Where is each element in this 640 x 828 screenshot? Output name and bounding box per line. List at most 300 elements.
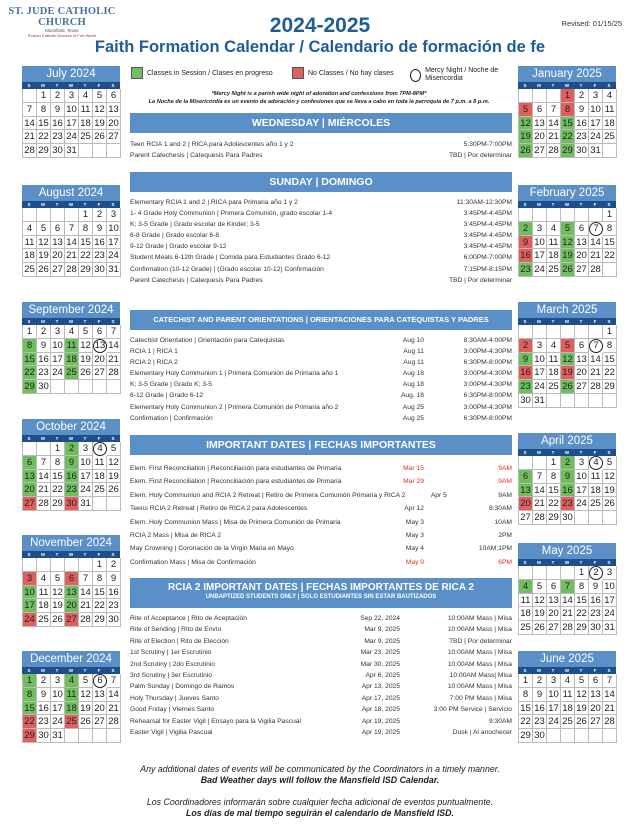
day-headers (518, 201, 616, 208)
event-time: 6:30PM-8:00PM (463, 392, 512, 400)
calendar-day (79, 380, 93, 394)
calendar-day: 5 (561, 339, 575, 353)
calendar-april-2025 (518, 433, 616, 525)
calendar-day: 8 (603, 222, 617, 236)
calendar-day: 8 (37, 103, 51, 117)
day-headers (22, 201, 120, 208)
calendar-week (23, 558, 120, 572)
calendar-day: 12 (79, 339, 93, 353)
calendar-day: 9 (37, 339, 51, 353)
revised-date: Revised: 01/15/25 (561, 19, 622, 28)
calendar-day: 2 (589, 566, 603, 580)
schedule-row (130, 659, 512, 670)
calendar-day: 17 (589, 117, 603, 131)
calendar-day: 29 (23, 729, 37, 743)
calendar-day: 11 (37, 586, 51, 600)
calendar-day: 17 (533, 249, 547, 263)
event-time: 8:30AM (488, 505, 512, 513)
legend-no-class: No Classes / No hay clases (292, 67, 394, 79)
calendar-day: 8 (547, 470, 561, 484)
event-name: Teens RCIA 2 Retreat | Retiro de RICA 2 para Adolescentes (130, 505, 308, 513)
calendar-week (23, 366, 120, 380)
calendar-day: 12 (561, 236, 575, 250)
day-head: F (92, 551, 106, 558)
day-head: W (64, 435, 78, 442)
calendar-week (519, 688, 616, 702)
day-head: F (588, 449, 602, 456)
calendar-week (23, 339, 120, 353)
day-head: T (50, 667, 64, 674)
calendar-day: 9 (575, 103, 589, 117)
calendar-may-2025 (518, 543, 616, 635)
calendar-day: 18 (519, 607, 533, 621)
day-head: W (64, 82, 78, 89)
calendar-day: 7 (65, 222, 79, 236)
calendar-day: 14 (589, 236, 603, 250)
calendar-day: 14 (561, 594, 575, 608)
month-title: October 2024 (22, 419, 120, 435)
event-date: Mar 23, 2025 (360, 649, 400, 657)
calendar-day: 4 (23, 222, 37, 236)
day-head: S (106, 435, 120, 442)
calendar-day: 23 (93, 249, 107, 263)
event-name: 1st Scrutiny | 1er Escrutinio (130, 649, 212, 657)
calendar-day: 21 (603, 702, 617, 716)
event-date: Aug 10 (402, 337, 424, 344)
calendar-day: 11 (65, 688, 79, 702)
event-time: 2PM (498, 531, 512, 539)
schedule-row (130, 556, 512, 569)
calendar-day: 23 (37, 715, 51, 729)
day-head: M (532, 82, 546, 89)
calendar-day: 4 (65, 325, 79, 339)
event-time: 7:00 PM Mass | Misa (449, 694, 512, 702)
schedule-row (130, 516, 512, 529)
day-head: S (602, 318, 616, 325)
calendar-day: 5 (93, 89, 107, 103)
calendar-day: 9 (533, 688, 547, 702)
calendar-day: 13 (51, 236, 65, 250)
calendar-week (23, 572, 120, 586)
calendar-day: 20 (65, 599, 79, 613)
day-head: F (588, 318, 602, 325)
sunday-header: SUNDAY | DOMINGO (130, 172, 512, 192)
calendar-day: 23 (37, 366, 51, 380)
calendar-day: 6 (575, 339, 589, 353)
day-head: S (518, 559, 532, 566)
event-name: 6-12 Grade | Grado 6-12 (130, 392, 204, 400)
calendar-day: 31 (107, 263, 121, 277)
calendar-august-2024 (22, 185, 120, 277)
wednesday-section (130, 113, 512, 161)
calendar-day: 27 (51, 263, 65, 277)
calendar-day: 24 (533, 380, 547, 394)
calendar-day (575, 394, 589, 408)
calendar-day: 12 (533, 594, 547, 608)
calendar-day: 25 (93, 483, 107, 497)
calendar-day: 29 (93, 613, 107, 627)
schedule-row (130, 475, 512, 488)
calendar-day: 3 (547, 674, 561, 688)
calendar-day (603, 263, 617, 277)
calendar-day: 25 (561, 715, 575, 729)
calendar-day: 14 (589, 353, 603, 367)
calendar-day: 15 (23, 702, 37, 716)
calendar-day: 4 (37, 572, 51, 586)
calendar-day: 29 (51, 497, 65, 511)
calendar-day: 26 (37, 263, 51, 277)
calendar-day (533, 456, 547, 470)
calendar-week (519, 249, 616, 263)
event-time: 5:30PM-7:00PM (463, 141, 512, 148)
calendar-week (519, 621, 616, 635)
calendar-day (79, 558, 93, 572)
month-title: March 2025 (518, 302, 616, 318)
calendar-day: 17 (23, 599, 37, 613)
calendar-week (519, 89, 616, 103)
event-date: Mar 9, 2025 (364, 626, 400, 634)
calendar-day: 13 (93, 688, 107, 702)
day-head: T (78, 551, 92, 558)
calendar-day: 11 (519, 594, 533, 608)
calendar-day: 28 (65, 263, 79, 277)
calendar-day: 6 (93, 325, 107, 339)
calendar-day: 29 (561, 144, 575, 158)
calendar-week (23, 688, 120, 702)
calendar-day: 10 (589, 103, 603, 117)
calendar-day: 9 (519, 353, 533, 367)
day-headers (22, 435, 120, 442)
calendar-day: 28 (37, 497, 51, 511)
calendar-day: 18 (603, 117, 617, 131)
event-date: Apr 5 (430, 491, 447, 499)
event-name: 9-12 Grade | Grado escolar 9-12 (130, 243, 227, 251)
calendar-day (65, 729, 79, 743)
calendar-day: 13 (547, 594, 561, 608)
calendar-day (65, 208, 79, 222)
day-head: W (64, 551, 78, 558)
calendar-day: 6 (51, 222, 65, 236)
calendar-day: 24 (23, 613, 37, 627)
event-name: Confirmation (10-12 Grade) | (Grado escolar 10-12) Confirmación (130, 265, 324, 273)
calendar-day: 30 (51, 144, 65, 158)
day-head: M (36, 667, 50, 674)
day-head: T (50, 551, 64, 558)
calendar-day (107, 729, 121, 743)
schedule-row (130, 529, 512, 542)
calendar-day: 5 (79, 674, 93, 688)
calendar-day: 18 (547, 249, 561, 263)
calendar-september-2024 (22, 302, 120, 394)
day-head: T (574, 318, 588, 325)
day-head: T (546, 667, 560, 674)
page-title: Faith Formation Calendar / Calendario de formación de fe (94, 38, 546, 56)
calendar-day: 24 (107, 249, 121, 263)
event-time: 3:00PM-4:30PM (463, 348, 512, 356)
calendar-day (547, 394, 561, 408)
calendar-day: 11 (79, 103, 93, 117)
calendar-day: 20 (533, 130, 547, 144)
calendar-day: 7 (589, 222, 603, 236)
calendar-week (519, 236, 616, 250)
calendar-day (589, 511, 603, 525)
calendar-day: 15 (575, 594, 589, 608)
schedule-row (130, 219, 512, 230)
event-date: Mar 30, 2025 (360, 660, 400, 668)
event-date: Aug 25 (402, 414, 424, 422)
day-head: T (78, 667, 92, 674)
calendar-day (561, 325, 575, 339)
calendar-day: 3 (575, 456, 589, 470)
calendar-day: 10 (533, 236, 547, 250)
calendar-day (589, 394, 603, 408)
calendar-day: 1 (79, 208, 93, 222)
calendar-day: 12 (107, 456, 121, 470)
calendar-june-2025 (518, 651, 616, 743)
calendar-day: 28 (107, 366, 121, 380)
calendar-day (37, 208, 51, 222)
calendar-day: 18 (93, 470, 107, 484)
event-name: Parent Catechesis | Catequesis Para Padres (130, 152, 263, 160)
legend-in-session: Classes in Session / Clases en progreso (131, 67, 273, 79)
calendar-march-2025 (518, 302, 616, 408)
calendar-week (519, 339, 616, 353)
day-head: M (36, 201, 50, 208)
calendar-day: 7 (589, 339, 603, 353)
calendar-week (23, 442, 120, 456)
calendar-day: 9 (561, 470, 575, 484)
calendar-day: 4 (547, 339, 561, 353)
calendar-day: 19 (575, 702, 589, 716)
day-head: T (78, 435, 92, 442)
calendar-day: 16 (107, 586, 121, 600)
calendar-day: 31 (603, 621, 617, 635)
month-title: August 2024 (22, 185, 120, 201)
day-head: T (574, 667, 588, 674)
calendar-day: 24 (547, 715, 561, 729)
calendar-day (547, 208, 561, 222)
orientation-header: CATECHIST AND PARENT ORIENTATIONS | ORIENTACIONES PARA CATEQUISTAS Y PADRES (130, 310, 512, 330)
event-time: 7:15PM-8:15PM (463, 265, 512, 273)
calendar-day (93, 497, 107, 511)
calendar-day: 24 (51, 366, 65, 380)
calendar-day: 12 (93, 103, 107, 117)
calendar-day (93, 729, 107, 743)
calendar-day: 20 (589, 702, 603, 716)
event-time: 3:00PM-4:30PM (463, 370, 512, 378)
day-head: T (546, 82, 560, 89)
calendar-day: 23 (561, 497, 575, 511)
event-time: 3:00PM-4:30PM (463, 403, 512, 411)
calendar-day: 9 (51, 103, 65, 117)
calendar-day: 29 (547, 511, 561, 525)
event-name: RCIA 2 Mass | Misa de RICA 2 (130, 531, 221, 539)
calendar-day: 5 (533, 580, 547, 594)
schedule-row (130, 489, 512, 502)
calendar-day: 4 (561, 674, 575, 688)
event-name: Palm Sunday | Domingo de Ramos (130, 683, 235, 691)
calendar-day: 15 (23, 353, 37, 367)
calendar-day: 1 (23, 674, 37, 688)
calendar-february-2025 (518, 185, 616, 277)
calendar-day: 9 (37, 688, 51, 702)
calendar-day (107, 144, 121, 158)
calendar-day: 7 (23, 103, 37, 117)
calendar-week (23, 483, 120, 497)
event-date: Apr 17, 2025 (361, 694, 400, 702)
calendar-day: 5 (79, 325, 93, 339)
calendar-day: 4 (603, 89, 617, 103)
event-time: Dusk | Al anochecer (452, 728, 512, 736)
calendar-day (93, 144, 107, 158)
calendar-day (37, 442, 51, 456)
calendar-week (519, 715, 616, 729)
calendar-day: 9 (519, 236, 533, 250)
calendar-day: 3 (533, 339, 547, 353)
rcia2-section (130, 578, 512, 738)
month-title: April 2025 (518, 433, 616, 449)
calendar-day: 11 (93, 456, 107, 470)
calendar-day: 22 (575, 607, 589, 621)
calendar-day: 19 (533, 607, 547, 621)
calendar-day: 12 (79, 688, 93, 702)
schedule-row (130, 208, 512, 219)
schedule-row (130, 413, 512, 424)
event-name: K; 3-5 Grade | Grado K; 3-5 (130, 381, 213, 389)
calendar-day: 7 (79, 572, 93, 586)
calendar-day: 1 (561, 89, 575, 103)
calendar-week (519, 208, 616, 222)
schedule-row (130, 357, 512, 368)
footer-es-2: Los días de mal tiempo seguirán el calendario de Mansfield ISD. (186, 808, 454, 818)
calendar-day: 19 (37, 249, 51, 263)
day-head: S (518, 201, 532, 208)
calendar-day: 7 (107, 674, 121, 688)
event-name: Rite of Sending | Rito de Envío (130, 626, 222, 634)
calendar-day: 7 (603, 674, 617, 688)
calendar-day (519, 325, 533, 339)
day-head: S (602, 201, 616, 208)
calendar-day: 22 (23, 366, 37, 380)
calendar-day: 6 (533, 103, 547, 117)
calendar-day: 30 (589, 621, 603, 635)
calendar-day: 10 (603, 580, 617, 594)
calendar-week (519, 394, 616, 408)
day-headers (518, 449, 616, 456)
calendar-day: 23 (107, 599, 121, 613)
calendar-week (23, 208, 120, 222)
calendar-day: 20 (93, 702, 107, 716)
day-head: T (78, 82, 92, 89)
calendar-day: 14 (107, 688, 121, 702)
calendar-day: 26 (79, 366, 93, 380)
event-date: Apr 18, 2025 (361, 706, 400, 714)
calendar-day: 8 (561, 103, 575, 117)
calendar-day (603, 729, 617, 743)
calendar-day: 11 (547, 236, 561, 250)
calendar-day: 1 (51, 442, 65, 456)
calendar-day: 9 (93, 222, 107, 236)
calendar-day: 29 (37, 144, 51, 158)
calendar-day (79, 729, 93, 743)
schedule-row (130, 613, 512, 624)
calendar-week (23, 89, 120, 103)
calendar-day (65, 380, 79, 394)
calendar-day (519, 566, 533, 580)
day-headers (518, 318, 616, 325)
calendar-day: 1 (547, 456, 561, 470)
calendar-week (519, 580, 616, 594)
calendar-day (547, 325, 561, 339)
calendar-day: 3 (589, 89, 603, 103)
day-head: S (602, 82, 616, 89)
event-time: 10:00AM Mass | Misa (447, 683, 512, 691)
calendar-day: 24 (65, 130, 79, 144)
calendar-week (23, 470, 120, 484)
calendar-day: 24 (533, 263, 547, 277)
calendar-day: 19 (561, 366, 575, 380)
calendar-day: 26 (561, 263, 575, 277)
calendar-day: 29 (23, 380, 37, 394)
calendar-day: 28 (107, 715, 121, 729)
calendar-day: 23 (575, 130, 589, 144)
event-name: Catechist Orientation | Orientación para Catequistas (130, 337, 285, 344)
calendar-day (575, 511, 589, 525)
calendar-day: 21 (107, 702, 121, 716)
calendar-day: 21 (65, 249, 79, 263)
page-year-title: 2024-2025 (269, 14, 371, 37)
important-section (130, 435, 512, 569)
calendar-day: 8 (51, 456, 65, 470)
schedule-row (130, 230, 512, 241)
calendar-day: 12 (51, 586, 65, 600)
month-title: July 2024 (22, 66, 120, 82)
event-date: Apr 12 (404, 505, 424, 513)
calendar-day: 18 (79, 117, 93, 131)
calendar-day: 21 (589, 366, 603, 380)
calendar-day: 22 (603, 249, 617, 263)
calendar-day: 6 (589, 674, 603, 688)
calendar-day: 15 (561, 117, 575, 131)
event-time: 3:00PM-4:30PM (463, 381, 512, 389)
event-date: Mar 29 (403, 478, 424, 486)
event-name: Elem. Holy Communion and RCIA 2 Retreat | Retiro de Primera Comunión Primaria y RICA 2 (130, 491, 406, 499)
day-head: M (532, 201, 546, 208)
calendar-day: 1 (23, 325, 37, 339)
day-headers (518, 82, 616, 89)
calendar-day: 31 (533, 394, 547, 408)
calendar-day: 15 (93, 586, 107, 600)
day-head: S (602, 449, 616, 456)
month-title: June 2025 (518, 651, 616, 667)
calendar-day: 10 (65, 103, 79, 117)
month-title: November 2024 (22, 535, 120, 551)
calendar-day: 6 (65, 572, 79, 586)
day-head: F (92, 667, 106, 674)
event-time: 10AM (494, 518, 512, 526)
calendar-day: 13 (65, 586, 79, 600)
calendar-week (23, 263, 120, 277)
day-head: F (588, 667, 602, 674)
calendar-week (23, 222, 120, 236)
calendar-day: 26 (51, 613, 65, 627)
day-head: F (588, 201, 602, 208)
calendar-day: 24 (589, 130, 603, 144)
event-date: Aug 25 (402, 403, 424, 411)
event-time: 3:00 PM Service | Servicio (433, 706, 512, 714)
schedule-row (130, 636, 512, 647)
event-date: Aug 18 (402, 381, 424, 389)
